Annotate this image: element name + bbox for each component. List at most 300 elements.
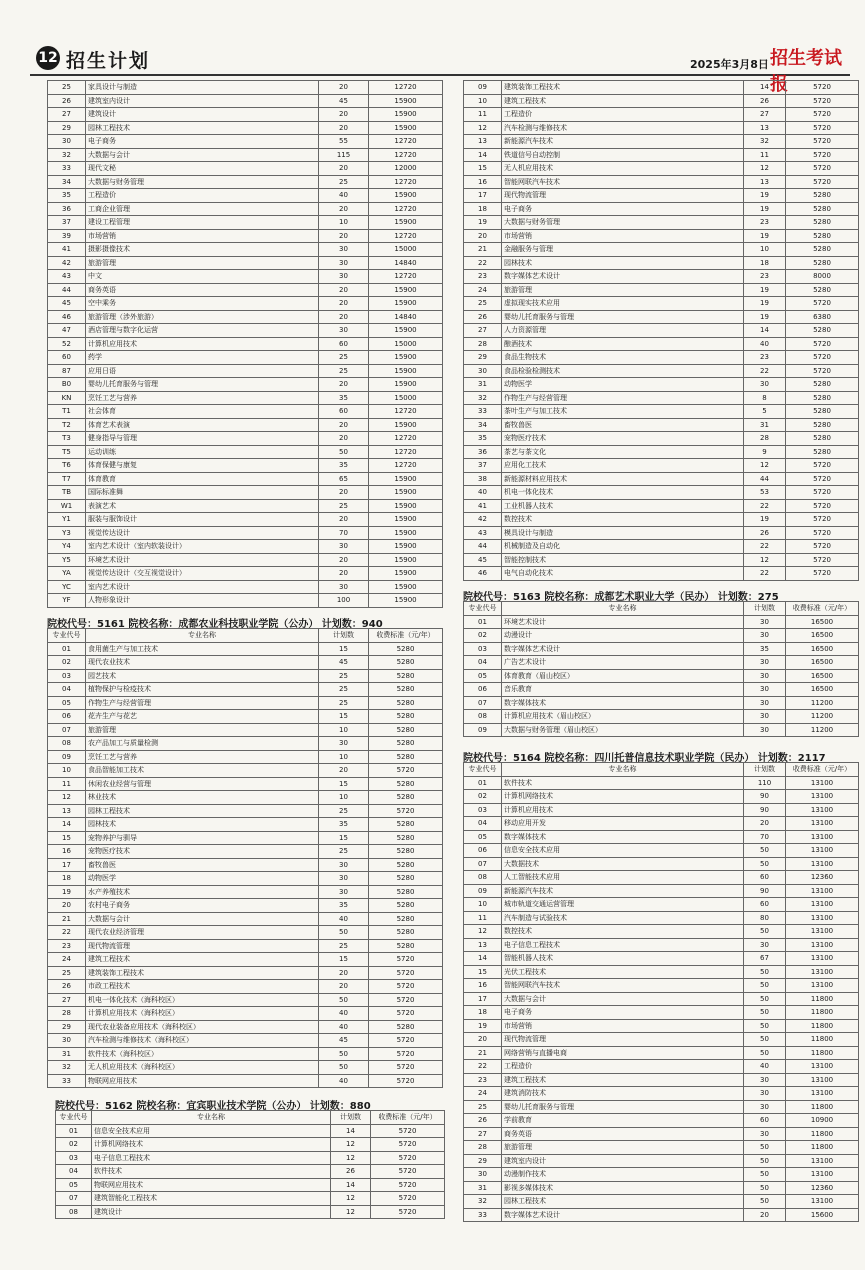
column-header-name: 专业名称 — [92, 1111, 331, 1125]
plan-count-cell: 18 — [744, 256, 786, 270]
major-code-cell: 25 — [48, 966, 86, 980]
column-header-name: 专业名称 — [502, 763, 744, 777]
major-name-cell: 茶叶生产与加工技术 — [502, 405, 744, 419]
major-name-cell: 大数据技术 — [502, 857, 744, 871]
table-row — [464, 81, 859, 95]
plan-count-cell: 50 — [319, 445, 369, 459]
tuition-fee-cell: 5720 — [786, 459, 859, 473]
major-code-cell: T6 — [48, 459, 86, 473]
tuition-fee-cell: 14840 — [369, 310, 443, 324]
plan-count-cell: 30 — [319, 580, 369, 594]
tuition-fee-cell: 13100 — [786, 830, 859, 844]
plan-count-cell: 100 — [319, 594, 369, 608]
major-name-cell: 市场营销 — [502, 1019, 744, 1033]
major-code-cell: 41 — [48, 243, 86, 257]
tuition-fee-cell: 5720 — [371, 1205, 445, 1219]
major-code-cell: 28 — [48, 1007, 86, 1021]
tuition-fee-cell: 5280 — [369, 723, 443, 737]
major-code-cell: 31 — [464, 378, 502, 392]
major-code-cell: 33 — [464, 405, 502, 419]
major-code-cell: KN — [48, 391, 86, 405]
major-name-cell: 宠物医疗技术 — [86, 845, 319, 859]
major-name-cell: 大数据与财务管理 — [502, 216, 744, 230]
plan-count-cell: 60 — [744, 1114, 786, 1128]
major-code-cell: 07 — [464, 696, 502, 710]
table-row — [56, 1124, 445, 1138]
table-row — [464, 710, 859, 724]
plan-count-cell: 20 — [319, 486, 369, 500]
plan-count-cell: 27 — [744, 108, 786, 122]
tuition-fee-cell: 15900 — [369, 594, 443, 608]
major-code-cell: 33 — [464, 1208, 502, 1222]
table-row — [464, 175, 859, 189]
plan-count-cell: 25 — [319, 804, 369, 818]
table-row — [464, 884, 859, 898]
major-code-cell: 14 — [464, 952, 502, 966]
major-name-cell: 园林技术 — [86, 818, 319, 832]
table-row — [48, 845, 443, 859]
major-name-cell: 旅游管理 — [502, 1141, 744, 1155]
tuition-fee-cell: 15900 — [369, 472, 443, 486]
plan-count-cell: 30 — [744, 683, 786, 697]
major-name-cell: 工程造价 — [502, 1060, 744, 1074]
major-code-cell: B0 — [48, 378, 86, 392]
plan-count-cell: 25 — [319, 669, 369, 683]
major-name-cell: 新能源材料应用技术 — [502, 472, 744, 486]
tuition-fee-cell: 5280 — [786, 391, 859, 405]
tuition-fee-cell: 5720 — [786, 121, 859, 135]
major-code-cell: 06 — [48, 710, 86, 724]
major-name-cell: 汽车检测与维修技术 — [502, 121, 744, 135]
table-row — [48, 351, 443, 365]
plan-count-cell: 60 — [319, 405, 369, 419]
major-code-cell: 31 — [48, 1047, 86, 1061]
plan-count-cell: 20 — [319, 513, 369, 527]
table-row — [48, 980, 443, 994]
major-name-cell: 林业技术 — [86, 791, 319, 805]
plan-count-cell: 30 — [744, 656, 786, 670]
tuition-fee-cell: 11800 — [786, 1019, 859, 1033]
major-code-cell: 31 — [464, 1181, 502, 1195]
plan-count-cell: 30 — [319, 872, 369, 886]
major-code-cell: 29 — [464, 351, 502, 365]
major-code-cell: 44 — [464, 540, 502, 554]
major-name-cell: 旅游管理 — [86, 256, 319, 270]
tuition-fee-cell: 5720 — [371, 1178, 445, 1192]
tuition-fee-cell: 12720 — [369, 202, 443, 216]
plan-count-cell: 30 — [319, 858, 369, 872]
major-name-cell: 食品智能加工技术 — [86, 764, 319, 778]
table-row — [464, 459, 859, 473]
plan-count-cell: 22 — [744, 499, 786, 513]
major-code-cell: 05 — [48, 696, 86, 710]
plan-count-cell: 30 — [744, 629, 786, 643]
tuition-fee-cell: 15900 — [369, 108, 443, 122]
table-row — [48, 526, 443, 540]
plan-count-cell: 19 — [744, 283, 786, 297]
tuition-fee-cell: 5280 — [369, 791, 443, 805]
table-row — [464, 418, 859, 432]
major-code-cell: 21 — [464, 243, 502, 257]
major-code-cell: 33 — [48, 1074, 86, 1088]
tuition-fee-cell: 13100 — [786, 844, 859, 858]
major-code-cell: 30 — [48, 1034, 86, 1048]
plan-count-cell: 20 — [319, 418, 369, 432]
tuition-fee-cell: 13100 — [786, 790, 859, 804]
tuition-fee-cell: 5280 — [369, 912, 443, 926]
major-code-cell: 08 — [48, 737, 86, 751]
major-code-cell: 42 — [464, 513, 502, 527]
major-code-cell: Y4 — [48, 540, 86, 554]
plan-count-cell: 20 — [319, 378, 369, 392]
table-row — [464, 94, 859, 108]
table-row — [48, 567, 443, 581]
plan-count-cell: 20 — [319, 764, 369, 778]
major-name-cell: 建筑装饰工程技术 — [502, 81, 744, 95]
tuition-fee-cell: 12720 — [369, 432, 443, 446]
major-code-cell: 60 — [48, 351, 86, 365]
major-code-cell: 38 — [464, 472, 502, 486]
plan-count-cell: 35 — [319, 391, 369, 405]
major-code-cell: 03 — [464, 803, 502, 817]
table-row — [48, 202, 443, 216]
plan-count-cell: 50 — [744, 1141, 786, 1155]
major-code-cell: 04 — [464, 656, 502, 670]
tuition-fee-cell: 15900 — [369, 540, 443, 554]
table-row — [48, 513, 443, 527]
table-row — [464, 1006, 859, 1020]
table-row — [48, 553, 443, 567]
major-code-cell: 28 — [464, 337, 502, 351]
plan-count-cell: 20 — [319, 432, 369, 446]
table-row — [48, 710, 443, 724]
major-name-cell: 宠物养护与驯导 — [86, 831, 319, 845]
table-row — [464, 669, 859, 683]
major-code-cell: 04 — [48, 683, 86, 697]
plan-count-cell: 50 — [744, 1154, 786, 1168]
major-code-cell: 20 — [464, 1033, 502, 1047]
plan-count-cell: 30 — [319, 256, 369, 270]
table-row — [464, 526, 859, 540]
table-header-row — [464, 763, 859, 777]
table-row — [48, 418, 443, 432]
tuition-fee-cell: 10900 — [786, 1114, 859, 1128]
tuition-fee-cell: 5720 — [369, 993, 443, 1007]
tuition-fee-cell: 5720 — [371, 1124, 445, 1138]
major-code-cell: 34 — [464, 418, 502, 432]
tuition-fee-cell: 5280 — [786, 189, 859, 203]
major-code-cell: 29 — [464, 1154, 502, 1168]
major-name-cell: 物联网应用技术 — [86, 1074, 319, 1088]
major-code-cell: 02 — [48, 656, 86, 670]
table-row — [464, 871, 859, 885]
table-row — [464, 642, 859, 656]
major-name-cell: 机电一体化技术 — [502, 486, 744, 500]
major-name-cell: 现代物流管理 — [502, 189, 744, 203]
table-row — [48, 499, 443, 513]
major-code-cell: T2 — [48, 418, 86, 432]
major-name-cell: 建筑工程技术 — [86, 953, 319, 967]
section-title-5161: 院校代号：5161 院校名称：成都农业科技职业学院（公办） 计划数：940 — [47, 619, 383, 630]
plan-count-cell: 40 — [744, 1060, 786, 1074]
tuition-fee-cell: 5280 — [369, 737, 443, 751]
table-row — [464, 723, 859, 737]
major-name-cell: 物联网应用技术 — [92, 1178, 331, 1192]
table-row — [464, 553, 859, 567]
tuition-fee-cell: 5280 — [786, 432, 859, 446]
major-code-cell: 12 — [464, 925, 502, 939]
tuition-fee-cell: 5280 — [369, 710, 443, 724]
plan-count-cell: 30 — [744, 723, 786, 737]
plan-count-cell: 25 — [319, 175, 369, 189]
column-header-code: 专业代号 — [48, 629, 86, 643]
major-code-cell: 45 — [48, 297, 86, 311]
table-row — [48, 683, 443, 697]
table-row — [48, 966, 443, 980]
plan-count-cell: 30 — [744, 669, 786, 683]
plan-count-cell: 90 — [744, 803, 786, 817]
plan-count-cell: 12 — [331, 1151, 371, 1165]
table-row — [464, 683, 859, 697]
tuition-fee-cell: 5280 — [369, 939, 443, 953]
plan-count-cell: 50 — [319, 993, 369, 1007]
major-name-cell: 现代农业技术 — [86, 656, 319, 670]
section-title-5164: 院校代号：5164 院校名称：四川托普信息技术职业学院（民办） 计划数：2117 — [463, 753, 826, 764]
table-row — [48, 885, 443, 899]
tuition-fee-cell: 15600 — [786, 1208, 859, 1222]
major-code-cell: 27 — [464, 1127, 502, 1141]
tuition-fee-cell: 13100 — [786, 803, 859, 817]
major-code-cell: 37 — [48, 216, 86, 230]
table-row — [464, 486, 859, 500]
major-code-cell: 01 — [464, 615, 502, 629]
major-code-cell: 01 — [56, 1124, 92, 1138]
tuition-fee-cell: 15900 — [369, 486, 443, 500]
major-code-cell: YC — [48, 580, 86, 594]
plan-count-cell: 50 — [744, 857, 786, 871]
major-name-cell: 新能源汽车技术 — [502, 135, 744, 149]
plan-count-cell: 30 — [319, 243, 369, 257]
major-name-cell: 汽车制造与试验技术 — [502, 911, 744, 925]
major-code-cell: 04 — [56, 1165, 92, 1179]
tuition-fee-cell: 12720 — [369, 445, 443, 459]
plan-count-cell: 50 — [744, 1181, 786, 1195]
major-name-cell: 工程造价 — [502, 108, 744, 122]
major-code-cell: 13 — [464, 938, 502, 952]
tuition-fee-cell: 11200 — [786, 710, 859, 724]
plan-count-cell: 15 — [319, 642, 369, 656]
table-row — [48, 162, 443, 176]
major-name-cell: 人工智能技术应用 — [502, 871, 744, 885]
plan-count-cell: 15 — [319, 831, 369, 845]
plan-count-cell: 30 — [744, 710, 786, 724]
plan-count-cell: 50 — [744, 979, 786, 993]
table-row — [48, 1074, 443, 1088]
major-name-cell: 电子商务 — [502, 202, 744, 216]
tuition-fee-cell: 13100 — [786, 1087, 859, 1101]
major-code-cell: 14 — [464, 148, 502, 162]
page-title: 招生计划 — [66, 50, 151, 72]
column-header-code: 专业代号 — [464, 602, 502, 616]
tuition-fee-cell: 11800 — [786, 1141, 859, 1155]
major-code-cell: 07 — [56, 1192, 92, 1206]
plan-count-cell: 25 — [319, 499, 369, 513]
plan-count-cell: 23 — [744, 216, 786, 230]
tuition-fee-cell: 5280 — [369, 885, 443, 899]
major-name-cell: 酿酒技术 — [502, 337, 744, 351]
section-title-5162: 院校代号：5162 院校名称：宜宾职业技术学院（公办） 计划数：880 — [55, 1101, 371, 1112]
major-code-cell: 15 — [464, 162, 502, 176]
table-row — [48, 872, 443, 886]
major-name-cell: 旅游管理 — [502, 283, 744, 297]
major-code-cell: 23 — [48, 939, 86, 953]
table-row — [464, 776, 859, 790]
table-row — [48, 993, 443, 1007]
tuition-fee-cell: 14840 — [369, 256, 443, 270]
plan-count-cell: 25 — [319, 939, 369, 953]
plan-count-cell: 20 — [319, 283, 369, 297]
tuition-fee-cell: 15900 — [369, 513, 443, 527]
table-row — [464, 1019, 859, 1033]
tuition-fee-cell: 5720 — [369, 1034, 443, 1048]
plan-count-cell: 50 — [744, 925, 786, 939]
tuition-fee-cell: 5720 — [369, 966, 443, 980]
major-name-cell: 模具设计与制造 — [502, 526, 744, 540]
plan-count-cell: 50 — [744, 992, 786, 1006]
tuition-fee-cell: 5720 — [369, 953, 443, 967]
major-name-cell: 无人机应用技术 — [502, 162, 744, 176]
major-name-cell: 体育艺术表演 — [86, 418, 319, 432]
major-name-cell: 园林技术 — [502, 256, 744, 270]
major-code-cell: 18 — [464, 1006, 502, 1020]
major-name-cell: 工程造价 — [86, 189, 319, 203]
table-row — [48, 94, 443, 108]
major-code-cell: 08 — [464, 871, 502, 885]
tuition-fee-cell: 11800 — [786, 992, 859, 1006]
major-name-cell: 大数据与会计 — [86, 912, 319, 926]
major-name-cell: 电子信息工程技术 — [502, 938, 744, 952]
major-name-cell: 无人机应用技术（海科校区） — [86, 1061, 319, 1075]
table-row — [48, 696, 443, 710]
major-code-cell: 02 — [464, 790, 502, 804]
major-name-cell: 计算机应用技术 — [502, 803, 744, 817]
table-row — [464, 1181, 859, 1195]
plan-count-cell: 20 — [319, 310, 369, 324]
major-name-cell: 建设工程管理 — [86, 216, 319, 230]
plan-count-cell: 65 — [319, 472, 369, 486]
major-code-cell: 43 — [48, 270, 86, 284]
table-row — [464, 135, 859, 149]
table-row — [464, 656, 859, 670]
tuition-fee-cell: 5720 — [786, 94, 859, 108]
major-code-cell: 23 — [464, 270, 502, 284]
tuition-fee-cell: 11800 — [786, 1006, 859, 1020]
major-code-cell: 32 — [464, 1195, 502, 1209]
plan-count-cell: 20 — [744, 1208, 786, 1222]
table-row — [464, 615, 859, 629]
tuition-fee-cell: 5720 — [369, 1007, 443, 1021]
column-header-code: 专业代号 — [464, 763, 502, 777]
major-code-cell: W1 — [48, 499, 86, 513]
major-name-cell: 动物医学 — [86, 872, 319, 886]
tuition-fee-cell: 5280 — [369, 872, 443, 886]
tuition-fee-cell: 5280 — [369, 1020, 443, 1034]
tuition-fee-cell: 15900 — [369, 364, 443, 378]
major-name-cell: 信息安全技术应用 — [92, 1124, 331, 1138]
plan-count-cell: 31 — [744, 418, 786, 432]
table-row — [464, 817, 859, 831]
major-name-cell: 数字媒体艺术设计 — [502, 270, 744, 284]
major-code-cell: 40 — [464, 486, 502, 500]
major-name-cell: 畜牧兽医 — [502, 418, 744, 432]
plan-count-cell: 15 — [319, 953, 369, 967]
plan-count-cell: 20 — [319, 121, 369, 135]
major-code-cell: YF — [48, 594, 86, 608]
major-code-cell: 07 — [464, 857, 502, 871]
plan-count-cell: 20 — [319, 108, 369, 122]
tuition-fee-cell: 5280 — [369, 750, 443, 764]
tuition-fee-cell: 15900 — [369, 553, 443, 567]
table-5161 — [47, 628, 443, 1088]
major-name-cell: 婴幼儿托育服务与管理 — [86, 378, 319, 392]
plan-count-cell: 45 — [319, 656, 369, 670]
major-name-cell: 现代文秘 — [86, 162, 319, 176]
table-row — [464, 1033, 859, 1047]
major-name-cell: 电子商务 — [502, 1006, 744, 1020]
major-code-cell: 09 — [48, 750, 86, 764]
tuition-fee-cell: 5720 — [786, 486, 859, 500]
tuition-fee-cell: 16500 — [786, 656, 859, 670]
table-row — [48, 594, 443, 608]
tuition-fee-cell: 15900 — [369, 283, 443, 297]
plan-count-cell: 40 — [319, 1020, 369, 1034]
major-name-cell: 食品生物技术 — [502, 351, 744, 365]
plan-count-cell: 25 — [319, 364, 369, 378]
table-row — [464, 432, 859, 446]
table-row — [464, 925, 859, 939]
plan-count-cell: 70 — [744, 830, 786, 844]
plan-count-cell: 14 — [744, 324, 786, 338]
table-5164 — [463, 762, 859, 1222]
table-row — [48, 229, 443, 243]
plan-count-cell: 32 — [744, 135, 786, 149]
plan-count-cell: 22 — [744, 540, 786, 554]
major-code-cell: 16 — [464, 175, 502, 189]
tuition-fee-cell: 5720 — [369, 804, 443, 818]
table-row — [56, 1138, 445, 1152]
major-name-cell: 室内艺术设计（室内软装设计） — [86, 540, 319, 554]
tuition-fee-cell: 15900 — [369, 216, 443, 230]
major-code-cell: 01 — [48, 642, 86, 656]
major-code-cell: 22 — [464, 1060, 502, 1074]
major-name-cell: 虚拟现实技术应用 — [502, 297, 744, 311]
major-name-cell: 食品检验检测技术 — [502, 364, 744, 378]
major-name-cell: 畜牧兽医 — [86, 858, 319, 872]
plan-count-cell: 45 — [319, 1034, 369, 1048]
plan-count-cell: 30 — [319, 885, 369, 899]
table-row — [464, 830, 859, 844]
table-row — [464, 1141, 859, 1155]
plan-count-cell: 50 — [744, 1195, 786, 1209]
section-title-5163: 院校代号：5163 院校名称：成都艺术职业大学（民办） 计划数：275 — [463, 592, 779, 603]
major-code-cell: 04 — [464, 817, 502, 831]
major-name-cell: 建筑消防技术 — [502, 1087, 744, 1101]
plan-count-cell: 14 — [331, 1124, 371, 1138]
table-row — [48, 337, 443, 351]
table-row — [464, 844, 859, 858]
major-name-cell: 数字媒体技术 — [502, 830, 744, 844]
table-row — [464, 256, 859, 270]
